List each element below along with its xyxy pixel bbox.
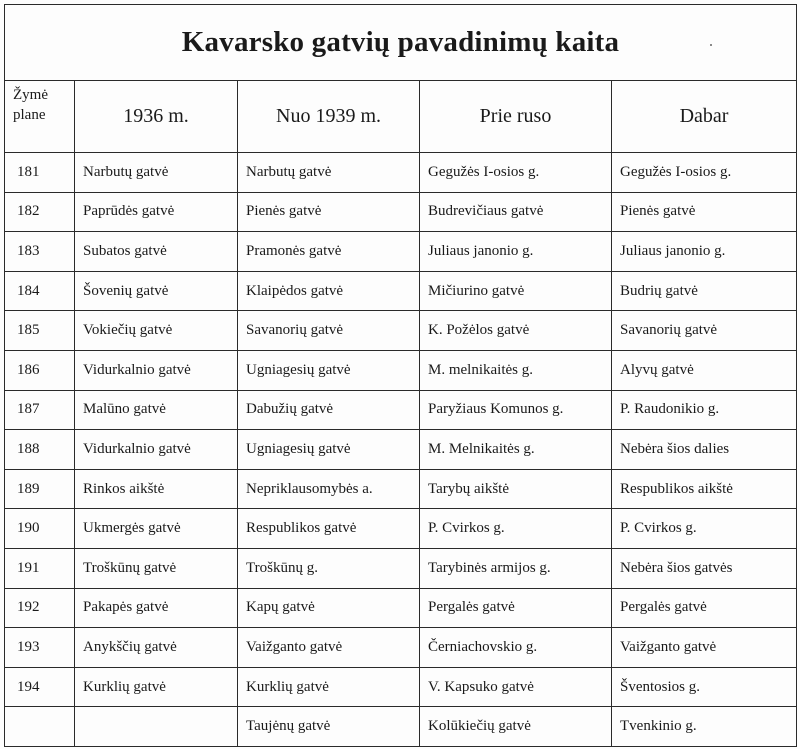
header-current: Dabar (612, 81, 797, 153)
cell-1936: Kurklių gatvė (75, 667, 238, 707)
cell-1936: Malūno gatvė (75, 390, 238, 430)
cell-from-1939: Narbutų gatvė (238, 153, 420, 193)
cell-current: P. Cvirkos g. (612, 509, 797, 549)
cell-soviet-era: Mičiurino gatvė (420, 271, 612, 311)
cell-soviet-era: Juliaus janonio g. (420, 232, 612, 272)
cell-current: Pergalės gatvė (612, 588, 797, 628)
table-row (5, 509, 797, 549)
table-row (5, 232, 797, 272)
cell-soviet-era: Černiachovskio g. (420, 628, 612, 668)
cell-1936: Anykščių gatvė (75, 628, 238, 668)
cell-plan-mark: 191 (5, 548, 75, 588)
cell-soviet-era: Tarybinės armijos g. (420, 548, 612, 588)
cell-1936: Šovenių gatvė (75, 271, 238, 311)
cell-soviet-era: Budrevičiaus gatvė (420, 192, 612, 232)
cell-plan-mark: 181 (5, 153, 75, 193)
street-names-table (4, 4, 797, 747)
table-row (5, 350, 797, 390)
table-row (5, 430, 797, 470)
table-row (5, 271, 797, 311)
cell-current: Alyvų gatvė (612, 350, 797, 390)
header-soviet-era: Prie ruso (420, 81, 612, 153)
cell-from-1939: Taujėnų gatvė (238, 707, 420, 747)
table-row (5, 390, 797, 430)
cell-current: Tvenkinio g. (612, 707, 797, 747)
cell-from-1939: Klaipėdos gatvė (238, 271, 420, 311)
cell-current: Juliaus janonio g. (612, 232, 797, 272)
cell-current: Respublikos aikštė (612, 469, 797, 509)
table-row (5, 548, 797, 588)
cell-plan-mark: 182 (5, 192, 75, 232)
cell-soviet-era: Paryžiaus Komunos g. (420, 390, 612, 430)
cell-current: P. Raudonikio g. (612, 390, 797, 430)
cell-from-1939: Respublikos gatvė (238, 509, 420, 549)
table-row (5, 153, 797, 193)
cell-soviet-era: V. Kapsuko gatvė (420, 667, 612, 707)
table-row (5, 192, 797, 232)
cell-current: Gegužės I-osios g. (612, 153, 797, 193)
cell-soviet-era: K. Požėlos gatvė (420, 311, 612, 351)
cell-current: Nebėra šios dalies (612, 430, 797, 470)
cell-current: Šventosios g. (612, 667, 797, 707)
table-row (5, 588, 797, 628)
table-row (5, 707, 797, 747)
cell-1936: Rinkos aikštė (75, 469, 238, 509)
cell-plan-mark: 183 (5, 232, 75, 272)
cell-from-1939: Nepriklausomybės a. (238, 469, 420, 509)
cell-1936: Vidurkalnio gatvė (75, 430, 238, 470)
header-1936: 1936 m. (75, 81, 238, 153)
cell-plan-mark: 189 (5, 469, 75, 509)
table-row (5, 311, 797, 351)
cell-plan-mark: 192 (5, 588, 75, 628)
cell-plan-mark: 190 (5, 509, 75, 549)
cell-current: Budrių gatvė (612, 271, 797, 311)
cell-soviet-era: M. Melnikaitės g. (420, 430, 612, 470)
cell-current: Savanorių gatvė (612, 311, 797, 351)
cell-soviet-era: M. melnikaitės g. (420, 350, 612, 390)
header-row (5, 81, 797, 153)
cell-1936: Troškūnų gatvė (75, 548, 238, 588)
cell-1936: Subatos gatvė (75, 232, 238, 272)
cell-1936: Ukmergės gatvė (75, 509, 238, 549)
cell-1936: Vidurkalnio gatvė (75, 350, 238, 390)
cell-1936: Paprūdės gatvė (75, 192, 238, 232)
cell-plan-mark: 193 (5, 628, 75, 668)
cell-plan-mark: 187 (5, 390, 75, 430)
cell-1936: Vokiečių gatvė (75, 311, 238, 351)
header-plan-mark: Žymė plane (5, 81, 75, 153)
cell-1936: Pakapės gatvė (75, 588, 238, 628)
header-from-1939: Nuo 1939 m. (238, 81, 420, 153)
scan-speck (710, 44, 712, 46)
cell-plan-mark: 194 (5, 667, 75, 707)
cell-from-1939: Vaižganto gatvė (238, 628, 420, 668)
cell-from-1939: Pramonės gatvė (238, 232, 420, 272)
cell-from-1939: Troškūnų g. (238, 548, 420, 588)
cell-from-1939: Ugniagesių gatvė (238, 430, 420, 470)
cell-plan-mark: 185 (5, 311, 75, 351)
table-title: Kavarsko gatvių pavadinimų kaita (5, 5, 797, 81)
cell-1936 (75, 707, 238, 747)
cell-from-1939: Savanorių gatvė (238, 311, 420, 351)
cell-plan-mark: 184 (5, 271, 75, 311)
cell-soviet-era: Pergalės gatvė (420, 588, 612, 628)
cell-soviet-era: P. Cvirkos g. (420, 509, 612, 549)
cell-plan-mark: 186 (5, 350, 75, 390)
cell-current: Vaižganto gatvė (612, 628, 797, 668)
cell-soviet-era: Gegužės I-osios g. (420, 153, 612, 193)
cell-plan-mark (5, 707, 75, 747)
cell-current: Nebėra šios gatvės (612, 548, 797, 588)
cell-plan-mark: 188 (5, 430, 75, 470)
table-row (5, 628, 797, 668)
cell-from-1939: Ugniagesių gatvė (238, 350, 420, 390)
cell-from-1939: Kurklių gatvė (238, 667, 420, 707)
cell-1936: Narbutų gatvė (75, 153, 238, 193)
cell-from-1939: Kapų gatvė (238, 588, 420, 628)
cell-from-1939: Dabužių gatvė (238, 390, 420, 430)
cell-current: Pienės gatvė (612, 192, 797, 232)
cell-soviet-era: Tarybų aikštė (420, 469, 612, 509)
cell-soviet-era: Kolūkiečių gatvė (420, 707, 612, 747)
table-row (5, 667, 797, 707)
table-row (5, 469, 797, 509)
cell-from-1939: Pienės gatvė (238, 192, 420, 232)
table-body (5, 153, 797, 747)
